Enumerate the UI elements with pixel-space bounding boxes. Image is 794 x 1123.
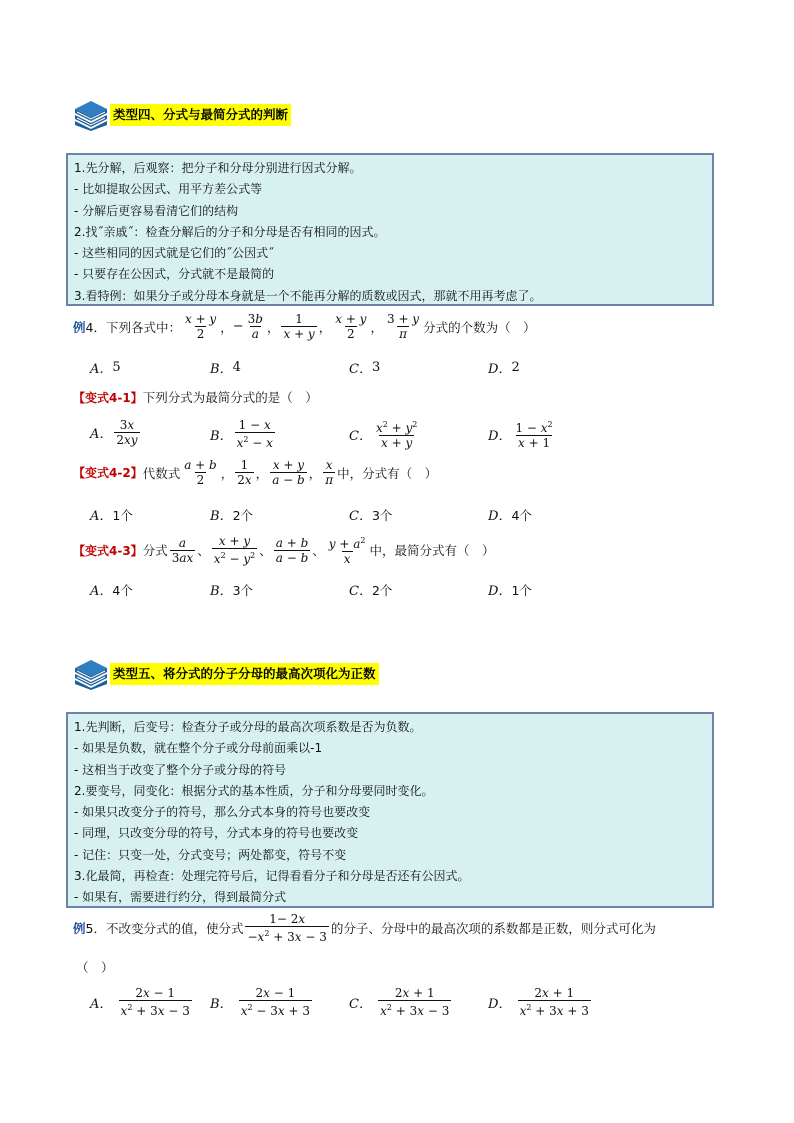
- variant-4-1-question: [73, 388, 318, 406]
- example-label: 例: [73, 319, 86, 335]
- tip-box: [66, 712, 714, 908]
- section-title: 类型五、将分式的分子分母的最高次项化为正数: [110, 663, 379, 685]
- fraction: $\frac{x + y}{2}$: [335, 312, 367, 341]
- option-d: D． 1个: [488, 582, 532, 599]
- books-icon: [73, 656, 109, 690]
- books-icon: [73, 97, 109, 131]
- fraction: $\frac{x + y}{2}$: [184, 312, 217, 341]
- tip-line: - 比如提取公因式、用平方差公式等: [74, 182, 263, 197]
- example-5-question: 例5．不改变分式的值，使分式 $\frac{1- 2x}{-x^2 + 3x - 3}$ 的分子、分母中的最高次项的系数都是正数，则分式可化为: [73, 912, 656, 944]
- tip-line: - 只要存在公因式，分式就不是最简的: [74, 267, 275, 282]
- option-d: D． $\frac{1 - x^2}{x + 1}$: [488, 420, 553, 450]
- example-4-question: 例4．下列各式中： $\frac{x + y}{2}$ ， − $\frac{3b}{a}$ ， $\frac{1}{x + y}$ ， $\frac{x + y}{2}$ ， $\frac{3 + y}{\pi}$ 分式的个数为（ ）: [73, 312, 536, 341]
- tip-line: 3.看特例：如果分子或分母本身就是一个不能再分解的质数或因式，那就不用再考虑了。: [74, 288, 542, 303]
- tip-line: 1.先分解，后观察：把分子和分母分别进行因式分解。: [74, 161, 362, 175]
- tip-line: - 这些相同的因式就是它们的˝公因式˝: [74, 246, 275, 261]
- fraction: $\frac{3 + y}{\pi}$: [386, 312, 420, 341]
- option-b: B． 3个: [210, 582, 254, 599]
- option-c: C． 3个: [349, 507, 393, 524]
- tip-line: - 这相当于改变了整个分子或分母的符号: [74, 762, 287, 777]
- option-b: B． $\frac{1 - x}{x^2 - x}$: [210, 418, 273, 450]
- option-a: A． 4个: [90, 582, 133, 599]
- fraction: $\frac{1}{x + y}$: [283, 312, 315, 341]
- option-c: C． 2个: [349, 582, 393, 599]
- option-a: A． 1个: [90, 507, 133, 524]
- variant-4-3-question: 【变式4-3】 分式 $\frac{a}{3ax}$ 、 $\frac{x + y}{x^2 - y^2}$ 、 $\frac{a + b}{a - b}$ 、 $\frac{y + a^2}{x}$ 中，最简分式有（ ）: [73, 534, 495, 566]
- tip-line: - 如果是负数，就在整个分子或分母前面乘以-1: [74, 741, 323, 756]
- example-label: 例: [73, 921, 86, 936]
- variant-text: 下列分式为最简分式的是（ ）: [142, 390, 318, 405]
- option-d: D． 2: [488, 360, 520, 377]
- option-c: C． $\frac{2x + 1}{x^2 + 3x - 3}$: [349, 986, 450, 1018]
- fraction: $\frac{3b}{a}$: [247, 312, 263, 341]
- example-tail: 分式的个数为（ ）: [423, 319, 536, 335]
- tip-line: 1.先判断，后变号：检查分子或分母的最高次项系数是否为负数。: [74, 720, 422, 734]
- tip-line: - 记住：只变一处，分式变号；两处都变，符号不变: [74, 847, 347, 862]
- tip-line: 2.要变号，同变化：根据分式的基本性质，分子和分母要同时变化。: [74, 783, 434, 798]
- variant-4-2-question: 【变式4-2】 代数式 $\frac{a + b}{2}$ ， $\frac{1}{2x}$ ， $\frac{x + y}{a - b}$ ， $\frac{x}{\pi}$ 中，分式有（ ）: [73, 458, 438, 487]
- option-a: A． $\frac{3x}{2xy}$: [90, 418, 138, 447]
- example-5-paren: （ ）: [76, 960, 114, 975]
- fraction: $\frac{1- 2x}{-x^2 + 3x - 3}$: [247, 912, 327, 944]
- option-b: B． $\frac{2x - 1}{x^2 - 3x + 3}$: [210, 986, 310, 1018]
- tip-line: - 如果只改变分子的符号，那么分式本身的符号也要改变: [74, 805, 371, 820]
- option-c: C． $\frac{x^2 + y^2}{x + y}$: [349, 420, 418, 450]
- option-d: D． $\frac{2x + 1}{x^2 + 3x + 3}$: [488, 986, 589, 1018]
- tip-line: 2.找˝亲戚˝：检查分解后的分子和分母是否有相同的因式。: [74, 224, 386, 239]
- variant-tag: 【变式4-1】: [73, 390, 143, 405]
- variant-tag: 【变式4-3】: [73, 543, 143, 558]
- tip-line: - 分解后更容易看清它们的结构: [74, 203, 239, 218]
- example-text: 4．下列各式中：: [85, 319, 181, 335]
- option-a: A． 5: [90, 360, 121, 377]
- option-d: D． 4个: [488, 507, 532, 524]
- tip-line: 3.化最简，再检查：处理完符号后，记得看看分子和分母是否还有公因式。: [74, 869, 470, 884]
- option-b: B． 2个: [210, 507, 254, 524]
- option-b: B． 4: [210, 360, 241, 377]
- section-title: 类型四、分式与最简分式的判断: [110, 104, 291, 126]
- tip-line: - 同理，只改变分母的符号，分式本身的符号也要改变: [74, 826, 359, 841]
- tip-box: [66, 153, 714, 306]
- tip-line: - 如果有，需要进行约分，得到最简分式: [74, 890, 287, 905]
- option-a: A． $\frac{2x - 1}{x^2 + 3x - 3}$: [90, 986, 190, 1018]
- option-c: C． 3: [349, 360, 381, 377]
- variant-tag: 【变式4-2】: [73, 466, 143, 480]
